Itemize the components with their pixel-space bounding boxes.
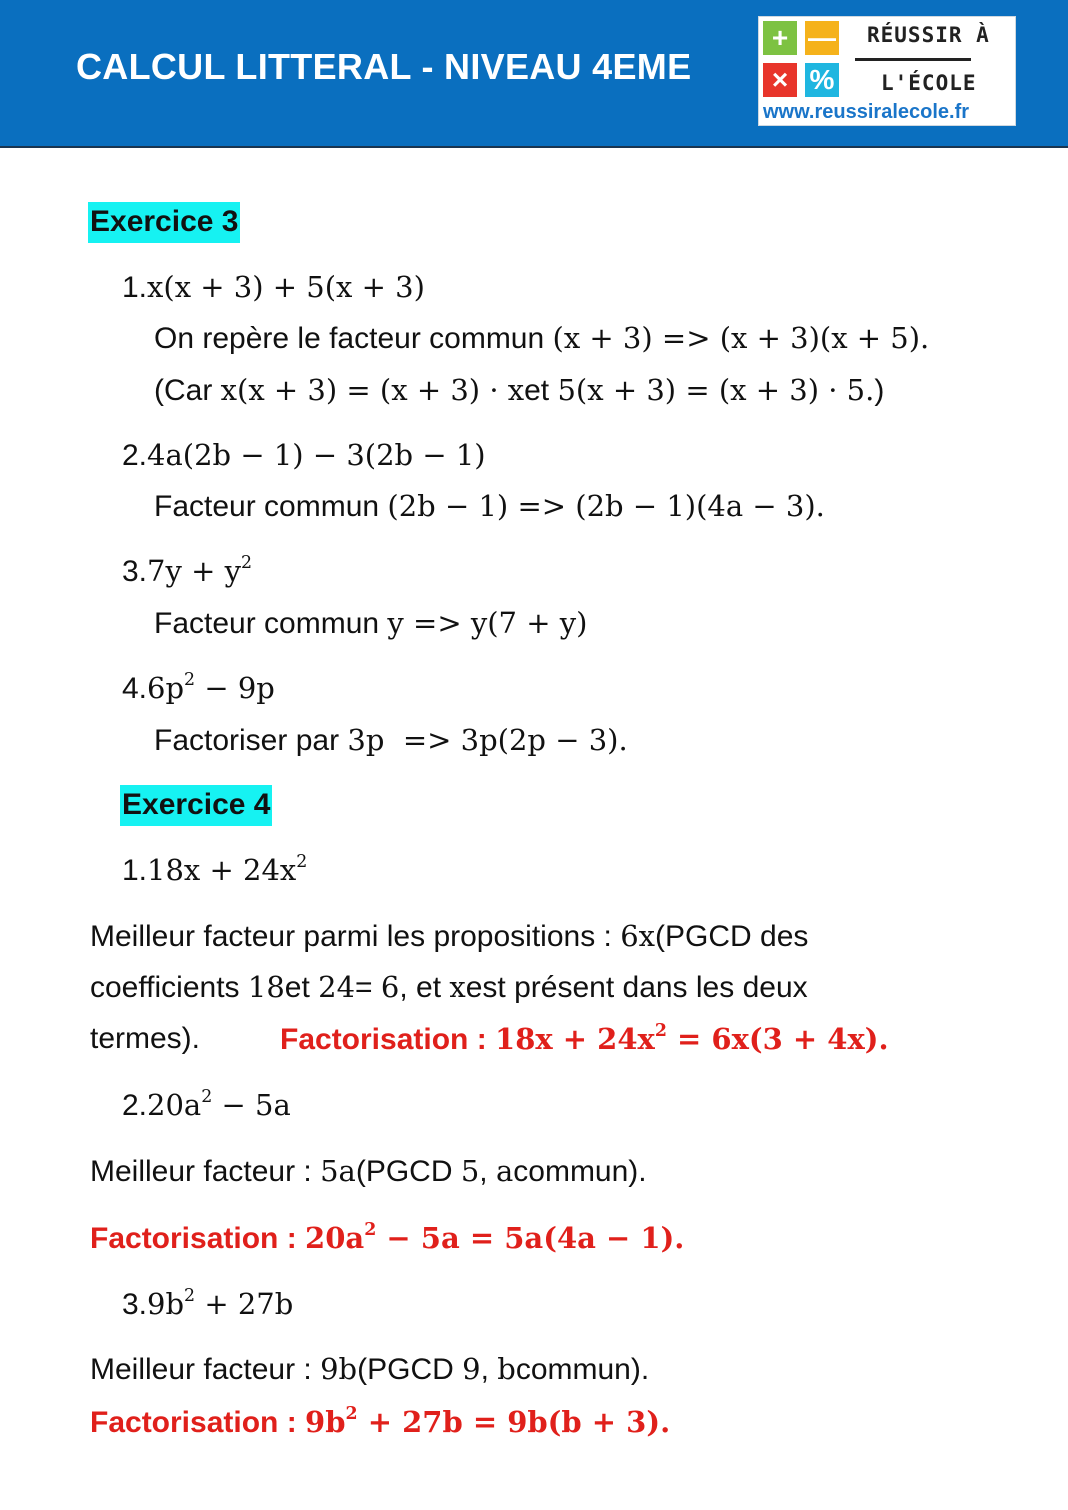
ex3-q1-result: (x + 3) => (x + 3)(x + 5).: [552, 321, 930, 355]
ex3-q3-result: y => y(7 + y): [387, 606, 588, 640]
ex4-q3-var-b: b: [497, 1352, 516, 1386]
ex4-q2-text-2: (PGCD: [355, 1155, 461, 1188]
ex3-q1-explanation-2: [154, 373, 884, 408]
ex4-q1-paragraph-1: [90, 919, 808, 954]
ex4-q1-number: 1.: [122, 854, 148, 887]
ex3-q2-statement: [122, 438, 486, 473]
ex4-q3-answer-a: 9b: [305, 1405, 346, 1439]
ex4-q3-answer-b: + 27b = 9b(b + 3).: [357, 1405, 671, 1439]
ex4-q3-expression-a: 9b: [147, 1287, 185, 1321]
plus-icon: +: [763, 21, 797, 55]
ex4-q2-pgcd: 5: [460, 1154, 480, 1188]
ex4-q2-number: 2.: [122, 1089, 148, 1122]
logo-bottom-text: L'ÉCOLE: [881, 71, 977, 95]
ex3-q1-close: ): [874, 374, 885, 407]
ex4-q1-expression: 18x + 24x: [147, 853, 297, 887]
ex4-q1-text-6: , et: [399, 971, 450, 1004]
ex3-q1-text: On repère le facteur commun: [154, 322, 553, 355]
ex4-q2-expression-a: 20a: [147, 1088, 202, 1122]
ex3-q4-explanation: [154, 723, 628, 758]
ex3-q4-number: 4.: [122, 672, 148, 705]
page-title: CALCUL LITTERAL - NIVEAU 4EME: [76, 46, 692, 87]
ex4-q1-text-5: =: [355, 971, 381, 1004]
ex3-q3-exponent: 2: [240, 552, 253, 573]
ex3-q2-number: 2.: [122, 439, 148, 472]
exercise-4-title: Exercice 4: [120, 785, 272, 826]
ex4-q3-pgcd: 9: [462, 1352, 481, 1386]
ex4-q2-text-4: commun).: [513, 1155, 647, 1188]
ex4-q2-answer-a: 20a: [305, 1221, 365, 1255]
ex4-q3-text-4: commun).: [515, 1353, 650, 1386]
ex4-q1-text-3: coefficients: [90, 971, 248, 1004]
ex4-q1-pgcd: 6: [380, 970, 400, 1004]
ex4-q1-answer-a: 18x + 24x: [495, 1022, 655, 1056]
ex3-q4-result: 3p => 3p(2p − 3).: [347, 723, 628, 757]
ex3-q2-explanation: [154, 489, 825, 524]
ex4-q3-expression-b: + 27b: [195, 1287, 294, 1321]
ex4-q2-text-1: Meilleur facteur :: [90, 1155, 321, 1188]
ex4-q2-factor: 5a: [320, 1154, 356, 1188]
ex3-q3-expression: 7y + y: [147, 554, 241, 588]
ex4-q1-text-4: et: [284, 971, 319, 1004]
logo-top-text: RÉUSSIR À: [867, 23, 990, 47]
ex4-q1-text-8: termes).: [90, 1022, 201, 1055]
ex4-q1-answer-exponent: 2: [654, 1020, 667, 1041]
ex4-q1-factor: 6x: [620, 919, 656, 953]
ex3-q3-number: 3.: [122, 555, 148, 588]
ex3-q1-expression: x(x + 3) + 5(x + 3): [147, 270, 425, 304]
ex4-q3-paragraph: [90, 1352, 649, 1387]
ex3-q1-explanation-1: [154, 321, 929, 356]
ex4-q1-coef-18: 18: [247, 970, 285, 1004]
ex3-q1-statement: [122, 270, 425, 305]
ex4-q2-answer-exponent: 2: [364, 1219, 377, 1240]
ex4-q3-answer-exponent: 2: [345, 1403, 358, 1424]
logo-divider: [855, 58, 971, 61]
ex4-q1-text-2: (PGCD des: [655, 920, 809, 953]
ex4-q1-paragraph-2: [90, 970, 808, 1005]
ex3-q3-statement: [122, 554, 252, 589]
ex3-q4-text: Factoriser par: [154, 724, 348, 757]
ex3-q2-expression: 4a(2b − 1) − 3(2b − 1): [147, 438, 486, 472]
ex4-q1-answer: [280, 1022, 889, 1057]
ex4-q2-expression-b: − 5a: [212, 1088, 291, 1122]
logo-url[interactable]: www.reussiralecole.fr: [763, 101, 970, 123]
ex3-q1-et: et: [524, 374, 558, 407]
ex4-q3-factor: 9b: [320, 1352, 358, 1386]
ex4-q3-text-2: (PGCD: [357, 1353, 463, 1386]
divide-icon: %: [805, 63, 839, 97]
ex4-q2-answer-label: Factorisation :: [90, 1222, 306, 1255]
ex4-q2-var-a: a: [495, 1154, 514, 1188]
ex4-q3-exponent: 2: [184, 1285, 196, 1306]
ex3-q1-number: 1.: [122, 271, 148, 304]
site-logo[interactable]: [758, 16, 1016, 126]
ex4-q3-number: 3.: [122, 1288, 148, 1321]
ex3-q4-exponent: 2: [184, 669, 196, 690]
ex4-q1-text-1: Meilleur facteur parmi les propositions :: [90, 920, 621, 953]
ex4-q2-paragraph: [90, 1154, 647, 1189]
ex3-q2-result: (2b − 1) => (2b − 1)(4a − 3).: [387, 489, 825, 523]
ex3-q4-expression-b: − 9p: [195, 671, 275, 705]
ex4-q1-exponent: 2: [296, 851, 308, 872]
ex3-q3-text: Facteur commun: [154, 607, 388, 640]
ex4-q2-answer-b: − 5a = 5a(4a − 1).: [376, 1221, 685, 1255]
ex4-q3-text-3: ,: [480, 1353, 498, 1386]
ex4-q2-statement: [122, 1088, 291, 1123]
header-banner: [0, 0, 1068, 148]
ex4-q1-var-x: x: [449, 970, 466, 1004]
ex4-q3-text-1: Meilleur facteur :: [90, 1353, 321, 1386]
ex3-q4-expression-a: 6p: [147, 671, 185, 705]
ex4-q1-coef-24: 24: [318, 970, 356, 1004]
ex4-q3-statement: [122, 1287, 293, 1322]
times-icon: ×: [763, 63, 797, 97]
ex4-q2-exponent: 2: [201, 1086, 213, 1107]
ex4-q1-answer-b: = 6x(3 + 4x).: [666, 1022, 889, 1056]
ex3-q1-check-1: x(x + 3) = (x + 3) · x: [220, 373, 525, 407]
ex4-q2-answer: [90, 1221, 684, 1256]
ex4-q3-answer: [90, 1405, 670, 1440]
minus-icon: —: [805, 21, 839, 55]
ex4-q1-answer-label: Factorisation :: [280, 1023, 496, 1056]
ex4-q3-answer-label: Factorisation :: [90, 1406, 306, 1439]
ex4-q1-statement: [122, 853, 307, 888]
ex4-q1-text-7: est présent dans les deux: [465, 971, 808, 1004]
ex4-q1-paragraph-3: [90, 1022, 200, 1056]
ex3-q4-statement: [122, 671, 275, 706]
ex3-q1-check-2: 5(x + 3) = (x + 3) · 5.: [557, 373, 875, 407]
exercise-3-title: Exercice 3: [88, 202, 240, 243]
ex4-q2-text-3: ,: [479, 1155, 496, 1188]
ex3-q2-text: Facteur commun: [154, 490, 388, 523]
ex3-q1-car: (Car: [154, 374, 221, 407]
ex3-q3-explanation: [154, 606, 587, 641]
